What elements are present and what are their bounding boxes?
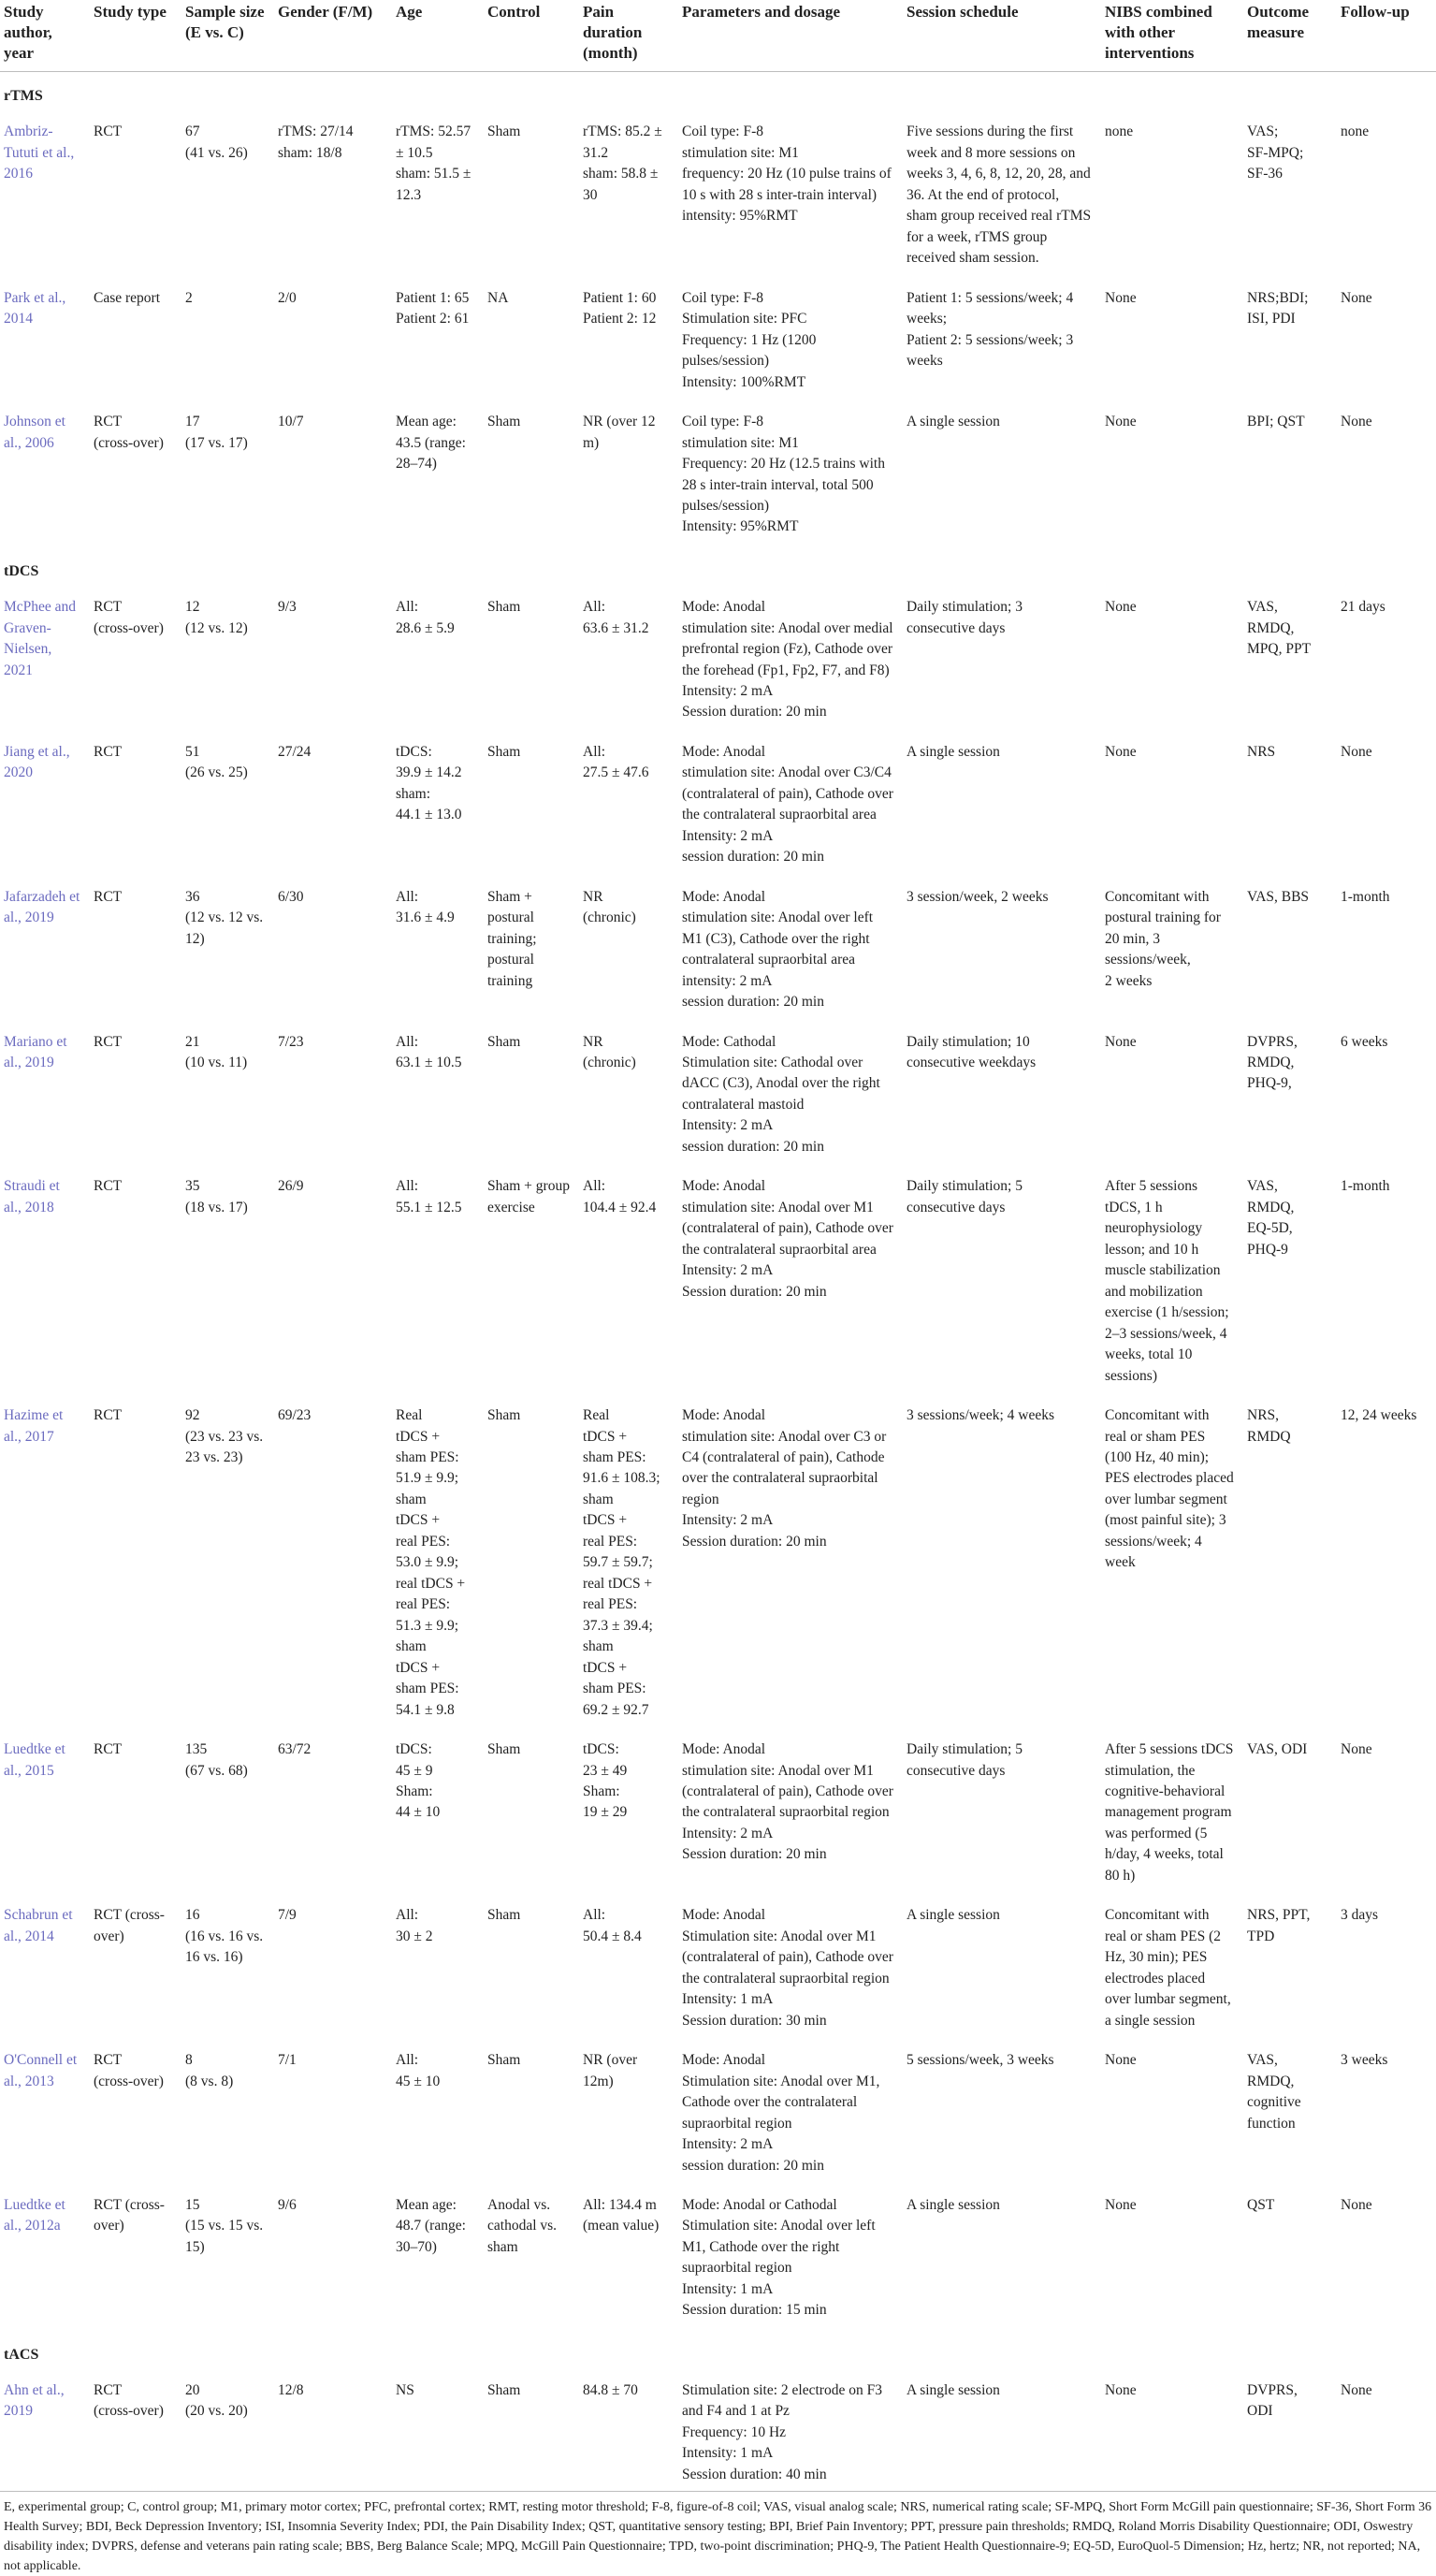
cell-age: All: 63.1 ± 10.5	[396, 1033, 462, 1070]
cell-follow-up: 1-month	[1341, 888, 1390, 905]
header-parameters: Parameters and dosage	[678, 0, 903, 72]
cell-session-schedule: Daily stimulation; 5 consecutive days	[907, 1741, 1023, 1779]
cell-sample-size: 51 (26 vs. 25)	[185, 743, 248, 781]
cell-follow-up: 12, 24 weeks	[1341, 1407, 1417, 1424]
cell-sample-size: 20 (20 vs. 20)	[185, 2381, 248, 2420]
cell-session-schedule: A single session	[907, 1907, 1000, 1924]
header-nibs-combined: NIBS combined with other interventions	[1101, 0, 1243, 72]
header-row	[0, 0, 1436, 72]
cell-study-author[interactable]: Hazime et al., 2017	[4, 1407, 64, 1445]
cell-outcome-measure: BPI; QST	[1247, 414, 1305, 430]
cell-pain-duration: 84.8 ± 70	[583, 2381, 638, 2398]
table-row	[0, 1730, 1436, 1896]
cell-follow-up: None	[1341, 1741, 1372, 1758]
cell-control: Anodal vs. cathodal vs. sham	[487, 2196, 558, 2255]
cell-control: Sham	[487, 2381, 521, 2398]
cell-pain-duration: NR (chronic)	[583, 888, 636, 926]
header-control: Control	[484, 0, 579, 72]
section-row	[0, 72, 1436, 113]
cell-parameters: Mode: Anodal Stimulation site: Anodal over M1, Cathode over the contralateral supraorbital region Intensity: 2 mA session duration: 20 min	[682, 2052, 880, 2174]
cell-control: Sham	[487, 124, 521, 140]
cell-outcome-measure: DVPRS, ODI	[1247, 2381, 1298, 2420]
cell-sample-size: 15 (15 vs. 15 vs. 15)	[185, 2196, 264, 2255]
section-label: rTMS	[4, 88, 43, 105]
cell-control: Sham	[487, 599, 521, 616]
cell-pain-duration: Real tDCS + sham PES: 91.6 ± 108.3; sham tDCS + real PES: 59.7 ± 59.7; real tDCS + real PES: 37.3 ± 39.4; sham tDCS + sham PES: 69.2 ± 92.7	[583, 1407, 660, 1718]
cell-study-type: Case report	[94, 289, 161, 306]
cell-parameters: Mode: Anodal stimulation site: Anodal over M1 (contralateral of pain), Cathode over the contralateral supraorbital region Intensity: 2 mA Session duration: 20 min	[682, 1741, 893, 1863]
cell-control: Sham	[487, 743, 521, 760]
cell-gender: 7/1	[278, 2052, 297, 2069]
cell-nibs-combined: None	[1105, 599, 1137, 616]
cell-outcome-measure: QST	[1247, 2196, 1275, 2213]
cell-nibs-combined: After 5 sessions tDCS, 1 h neurophysiology lesson; and 10 h muscle stabilization and mobilization exercise (1 h/session; 2–3 sessions/week, 4 weeks, total 10 sessions)	[1105, 1178, 1229, 1384]
cell-age: Mean age: 43.5 (range: 28–74)	[396, 414, 466, 473]
header-age: Age	[392, 0, 484, 72]
cell-study-author[interactable]: Ambriz-Tututi et al., 2016	[4, 124, 75, 182]
cell-outcome-measure: NRS, RMDQ	[1247, 1407, 1291, 1445]
cell-outcome-measure: NRS	[1247, 743, 1276, 760]
cell-nibs-combined: None	[1105, 1033, 1137, 1050]
cell-age: All: 30 ± 2	[396, 1907, 433, 1944]
cell-session-schedule: A single session	[907, 743, 1000, 760]
cell-control: Sham	[487, 2052, 521, 2069]
cell-sample-size: 16 (16 vs. 16 vs. 16 vs. 16)	[185, 1907, 264, 1966]
section-row	[0, 2331, 1436, 2371]
cell-control: Sham	[487, 414, 521, 430]
cell-control: Sham + postural training; postural training	[487, 888, 537, 989]
cell-nibs-combined: None	[1105, 2196, 1137, 2213]
cell-pain-duration: Patient 1: 60 Patient 2: 12	[583, 289, 657, 327]
cell-study-author[interactable]: McPhee and Graven-Nielsen, 2021	[4, 599, 77, 678]
cell-age: All: 28.6 ± 5.9	[396, 599, 455, 636]
cell-outcome-measure: DVPRS, RMDQ, PHQ-9,	[1247, 1033, 1298, 1092]
cell-gender: 63/72	[278, 1741, 312, 1758]
cell-session-schedule: Daily stimulation; 3 consecutive days	[907, 599, 1023, 636]
cell-gender: 2/0	[278, 289, 297, 306]
cell-age: All: 45 ± 10	[396, 2052, 441, 2089]
cell-pain-duration: All: 104.4 ± 92.4	[583, 1178, 657, 1215]
cell-follow-up: 6 weeks	[1341, 1033, 1388, 1050]
cell-sample-size: 21 (10 vs. 11)	[185, 1033, 248, 1070]
cell-follow-up: 1-month	[1341, 1178, 1390, 1195]
cell-sample-size: 17 (17 vs. 17)	[185, 414, 248, 451]
cell-pain-duration: All: 63.6 ± 31.2	[583, 599, 649, 636]
cell-age: NS	[396, 2381, 414, 2398]
cell-follow-up: none	[1341, 124, 1370, 140]
cell-sample-size: 67 (41 vs. 26)	[185, 124, 248, 161]
cell-session-schedule: A single session	[907, 414, 1000, 430]
cell-age: Mean age: 48.7 (range: 30–70)	[396, 2196, 466, 2255]
cell-parameters: Mode: Anodal Stimulation site: Anodal over M1 (contralateral of pain), Cathode over the contralateral supraorbital region Intensity: 1 mA Session duration: 30 min	[682, 1907, 893, 2029]
cell-study-author[interactable]: Mariano et al., 2019	[4, 1033, 67, 1070]
cell-parameters: Mode: Anodal stimulation site: Anodal over medial prefrontal region (Fz), Cathode over the forehead (Fp1, Fp2, F7, and F8) Intensity: 2 mA Session duration: 20 min	[682, 599, 893, 720]
cell-study-type: RCT (cross-over)	[94, 1907, 165, 1944]
table-row	[0, 1896, 1436, 2041]
cell-pain-duration: All: 27.5 ± 47.6	[583, 743, 649, 781]
cell-follow-up: 21 days	[1341, 599, 1385, 616]
cell-parameters: Mode: Cathodal Stimulation site: Cathodal over dACC (C3), Anodal over the right contralateral mastoid Intensity: 2 mA session duration: 20 min	[682, 1033, 880, 1155]
cell-control: Sham	[487, 1407, 521, 1424]
cell-gender: 27/24	[278, 743, 312, 760]
table-header	[0, 0, 1436, 72]
cell-follow-up: None	[1341, 414, 1372, 430]
cell-study-type: RCT (cross-over)	[94, 599, 164, 636]
cell-parameters: Stimulation site: 2 electrode on F3 and F4 and 1 at Pz Frequency: 10 Hz Intensity: 1 mA Session duration: 40 min	[682, 2381, 882, 2482]
table-row	[0, 2371, 1436, 2495]
cell-gender: 69/23	[278, 1407, 312, 1424]
table-row	[0, 279, 1436, 402]
cell-sample-size: 12 (12 vs. 12)	[185, 599, 248, 636]
table-row	[0, 402, 1436, 547]
cell-control: Sham	[487, 1033, 521, 1050]
cell-follow-up: None	[1341, 2196, 1372, 2213]
cell-gender: 7/23	[278, 1033, 304, 1050]
cell-control: Sham + group exercise	[487, 1178, 570, 1215]
table-row	[0, 2041, 1436, 2186]
cell-study-author[interactable]: Park et al., 2014	[4, 289, 66, 327]
cell-parameters: Mode: Anodal stimulation site: Anodal over C3 or C4 (contralateral of pain), Cathode over the contralateral supraorbital region Intensity: 2 mA Session duration: 20 min	[682, 1407, 887, 1550]
cell-sample-size: 36 (12 vs. 12 vs. 12)	[185, 888, 264, 947]
cell-control: NA	[487, 289, 509, 306]
table-footnote: E, experimental group; C, control group; M1, primary motor cortex; PFC, prefrontal cortex; RMT, resting motor threshold; F-8, figure-of-8 coil; VAS, visual analog scale; NRS, numerical rating scale; SF-MPQ, Short Form McGill pain questionnaire; SF-36, Short Form 36 Health Survey; BDI, Beck Depression Inventory; ISI, Insomnia Severity Index; PDI, the Pain Disability Index; QST, quantitative sensory testing; BPI, Brief Pain Inventory; PPT, pressure pain thresholds; RMDQ, Roland Morris Disability Questionnaire; ODI, Oswestry disability index; DVPRS, defense and veterans pain rating scale; BBS, Berg Balance Scale; MPQ, McGill Pain Questionnaire; TPD, two-point discrimination; PHQ-9, The Patient Health Questionnaire-9; EQ-5D, EuroQuol-5 Dimension; Hz, hertz; NR, not reported; NA, not applicable.	[0, 2491, 1436, 2576]
table-row	[0, 112, 1436, 278]
cell-session-schedule: Patient 1: 5 sessions/week; 4 weeks; Patient 2: 5 sessions/week; 3 weeks	[907, 289, 1074, 370]
table-row	[0, 733, 1436, 878]
table-row	[0, 1023, 1436, 1168]
cell-age: Patient 1: 65 Patient 2: 61	[396, 289, 470, 327]
cell-age: All: 55.1 ± 12.5	[396, 1178, 462, 1215]
cell-study-author[interactable]: Jiang et al., 2020	[4, 743, 70, 781]
section-label: tDCS	[4, 562, 39, 579]
cell-session-schedule: 3 sessions/week; 4 weeks	[907, 1407, 1054, 1424]
header-session-schedule: Session schedule	[903, 0, 1101, 72]
cell-study-type: RCT (cross-over)	[94, 414, 164, 451]
cell-control: Sham	[487, 1907, 521, 1924]
cell-parameters: Mode: Anodal stimulation site: Anodal over left M1 (C3), Cathode over the right contralateral supraorbital area intensity: 2 mA session duration: 20 min	[682, 888, 874, 1011]
cell-nibs-combined: None	[1105, 2052, 1137, 2069]
cell-nibs-combined: None	[1105, 414, 1137, 430]
cell-gender: 9/6	[278, 2196, 297, 2213]
cell-outcome-measure: VAS, RMDQ, cognitive function	[1247, 2052, 1301, 2132]
cell-age: All: 31.6 ± 4.9	[396, 888, 455, 926]
cell-sample-size: 35 (18 vs. 17)	[185, 1178, 248, 1215]
cell-sample-size: 135 (67 vs. 68)	[185, 1741, 248, 1779]
cell-age: tDCS: 39.9 ± 14.2 sham: 44.1 ± 13.0	[396, 743, 462, 823]
cell-study-type: RCT	[94, 1407, 123, 1424]
cell-follow-up: None	[1341, 289, 1372, 306]
cell-session-schedule: 3 session/week, 2 weeks	[907, 888, 1049, 905]
cell-age: tDCS: 45 ± 9 Sham: 44 ± 10	[396, 1741, 441, 1821]
cell-study-type: RCT (cross-over)	[94, 2381, 164, 2420]
cell-nibs-combined: Concomitant with postural training for 20 min, 3 sessions/week, 2 weeks	[1105, 888, 1221, 989]
cell-study-author[interactable]: O'Connell et al., 2013	[4, 2052, 78, 2089]
cell-parameters: Mode: Anodal stimulation site: Anodal over C3/C4 (contralateral of pain), Cathode over the contralateral supraorbital area Intensity: 2 mA session duration: 20 min	[682, 743, 893, 866]
cell-control: Sham	[487, 1741, 521, 1758]
cell-gender: rTMS: 27/14 sham: 18/8	[278, 124, 354, 161]
cell-age: Real tDCS + sham PES: 51.9 ± 9.9; sham tDCS + real PES: 53.0 ± 9.9; real tDCS + real PES: 51.3 ± 9.9; sham tDCS + sham PES: 54.1 ± 9.8	[396, 1407, 466, 1718]
cell-follow-up: None	[1341, 743, 1372, 760]
cell-study-author[interactable]: Ahn et al., 2019	[4, 2381, 65, 2420]
cell-outcome-measure: VAS, BBS	[1247, 888, 1310, 905]
cell-study-author[interactable]: Jafarzadeh et al., 2019	[4, 888, 80, 926]
cell-session-schedule: Daily stimulation; 5 consecutive days	[907, 1178, 1023, 1215]
cell-study-author[interactable]: Schabrun et al., 2014	[4, 1907, 73, 1944]
table-row	[0, 1167, 1436, 1396]
cell-outcome-measure: VAS, ODI	[1247, 1741, 1308, 1758]
cell-study-type: RCT	[94, 1741, 123, 1758]
table-row	[0, 1396, 1436, 1730]
cell-gender: 12/8	[278, 2381, 304, 2398]
cell-nibs-combined: None	[1105, 289, 1137, 306]
cell-age: rTMS: 52.57 ± 10.5 sham: 51.5 ± 12.3	[396, 124, 471, 203]
table-row	[0, 2186, 1436, 2331]
cell-nibs-combined: none	[1105, 124, 1134, 140]
cell-study-type: RCT (cross-over)	[94, 2196, 165, 2234]
cell-sample-size: 8 (8 vs. 8)	[185, 2052, 234, 2089]
cell-study-type: RCT	[94, 1178, 123, 1195]
cell-gender: 10/7	[278, 414, 304, 430]
cell-pain-duration: rTMS: 85.2 ± 31.2 sham: 58.8 ± 30	[583, 124, 662, 203]
cell-study-type: RCT	[94, 888, 123, 905]
cell-gender: 6/30	[278, 888, 304, 905]
section-label: tACS	[4, 2346, 39, 2363]
header-sample-size: Sample size (E vs. C)	[181, 0, 274, 72]
cell-follow-up: 3 days	[1341, 1907, 1379, 1924]
cell-gender: 26/9	[278, 1178, 304, 1195]
cell-parameters: Mode: Anodal stimulation site: Anodal over M1 (contralateral of pain), Cathode over the contralateral supraorbital area Intensity: 2 mA Session duration: 20 min	[682, 1178, 893, 1300]
cell-pain-duration: All: 134.4 m (mean value)	[583, 2196, 660, 2234]
section-row	[0, 547, 1436, 588]
cell-study-author[interactable]: Luedtke et al., 2012a	[4, 2196, 65, 2234]
cell-nibs-combined: Concomitant with real or sham PES (2 Hz, 30 min); PES electrodes placed over lumbar segment, a single session	[1105, 1907, 1231, 2029]
table-row	[0, 878, 1436, 1023]
cell-session-schedule: A single session	[907, 2196, 1000, 2213]
header-study-author: Study author, year	[0, 0, 90, 72]
header-follow-up: Follow-up	[1337, 0, 1436, 72]
cell-sample-size: 2	[185, 289, 193, 306]
cell-study-author[interactable]: Straudi et al., 2018	[4, 1178, 60, 1215]
cell-follow-up: None	[1341, 2381, 1372, 2398]
cell-follow-up: 3 weeks	[1341, 2052, 1388, 2069]
cell-session-schedule: Five sessions during the first week and 8 more sessions on weeks 3, 4, 6, 8, 12, 20, 28, and 36. At the end of protocol, sham group received real rTMS for a week, rTMS group received sham session.	[907, 124, 1092, 267]
cell-parameters: Coil type: F-8 stimulation site: M1 Frequency: 20 Hz (12.5 trains with 28 s inter-train interval, total 500 pulses/session) Intensity: 95%RMT	[682, 414, 885, 535]
cell-study-author[interactable]: Johnson et al., 2006	[4, 414, 65, 451]
cell-study-type: RCT	[94, 743, 123, 760]
cell-session-schedule: A single session	[907, 2381, 1000, 2398]
cell-nibs-combined: After 5 sessions tDCS stimulation, the cognitive-behavioral management program was performed (5 h/day, 4 weeks, total 80 h)	[1105, 1741, 1234, 1884]
cell-outcome-measure: VAS, RMDQ, MPQ, PPT	[1247, 599, 1312, 658]
cell-session-schedule: Daily stimulation; 10 consecutive weekdays	[907, 1033, 1037, 1070]
cell-nibs-combined: Concomitant with real or sham PES (100 Hz, 40 min); PES electrodes placed over lumbar segment (most painful site); 3 sessions/week; 4 week	[1105, 1407, 1234, 1571]
cell-pain-duration: NR (chronic)	[583, 1033, 636, 1070]
cell-study-type: RCT	[94, 124, 123, 140]
table-row	[0, 588, 1436, 733]
cell-nibs-combined: None	[1105, 2381, 1137, 2398]
cell-session-schedule: 5 sessions/week, 3 weeks	[907, 2052, 1054, 2069]
header-gender: Gender (F/M)	[274, 0, 392, 72]
cell-outcome-measure: NRS, PPT, TPD	[1247, 1907, 1311, 1944]
cell-pain-duration: tDCS: 23 ± 49 Sham: 19 ± 29	[583, 1741, 628, 1821]
cell-pain-duration: NR (over 12m)	[583, 2052, 638, 2089]
cell-pain-duration: NR (over 12 m)	[583, 414, 656, 451]
cell-outcome-measure: VAS; SF-MPQ; SF-36	[1247, 124, 1304, 182]
header-study-type: Study type	[90, 0, 181, 72]
cell-sample-size: 92 (23 vs. 23 vs. 23 vs. 23)	[185, 1407, 264, 1465]
cell-nibs-combined: None	[1105, 743, 1137, 760]
cell-outcome-measure: VAS, RMDQ, EQ-5D, PHQ-9	[1247, 1178, 1295, 1258]
cell-study-type: RCT (cross-over)	[94, 2052, 164, 2089]
cell-gender: 9/3	[278, 599, 297, 616]
header-pain-duration: Pain duration (month)	[579, 0, 678, 72]
header-outcome-measure: Outcome measure	[1243, 0, 1337, 72]
cell-parameters: Mode: Anodal or Cathodal Stimulation site: Anodal over left M1, Cathode over the right supraorbital region Intensity: 1 mA Session duration: 15 min	[682, 2196, 876, 2319]
table-body	[0, 72, 1436, 2496]
cell-gender: 7/9	[278, 1907, 297, 1924]
cell-study-type: RCT	[94, 1033, 123, 1050]
cell-parameters: Coil type: F-8 stimulation site: M1 frequency: 20 Hz (10 pulse trains of 10 s with 28 s inter-train interval) intensity: 95%RMT	[682, 124, 892, 225]
cell-parameters: Coil type: F-8 Stimulation site: PFC Frequency: 1 Hz (1200 pulses/session) Intensity: 100%RMT	[682, 289, 817, 390]
cell-study-author[interactable]: Luedtke et al., 2015	[4, 1741, 65, 1779]
cell-pain-duration: All: 50.4 ± 8.4	[583, 1907, 642, 1944]
cell-outcome-measure: NRS;BDI; ISI, PDI	[1247, 289, 1309, 327]
